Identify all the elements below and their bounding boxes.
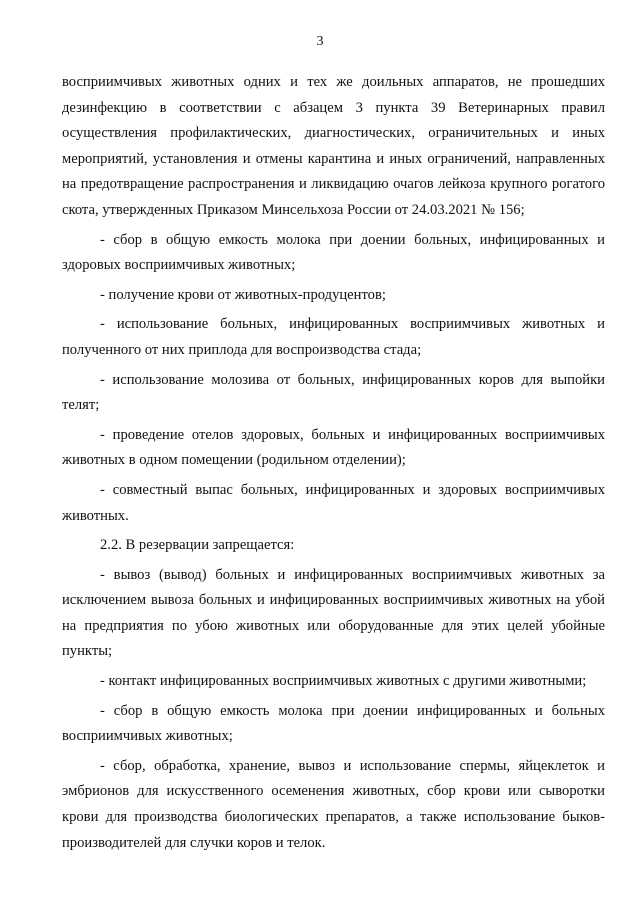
list-item-use-for-reproduction: - использование больных, инфицированных восприимчивых животных и полученного от них приплода для воспроизводства стада;	[62, 316, 605, 358]
list-item-contact: - контакт инфицированных восприимчивых животных с другими животными;	[100, 673, 587, 690]
list-item-grazing: - совместный выпас больных, инфицированных и здоровых восприимчивых животных.	[62, 481, 605, 524]
list-item-sperm-embryos: - сбор, обработка, хранение, вывоз и использование спермы, яйцеклеток и эмбрионов для искусственного осеменения животных, сбор крови или сыворотки крови для производства биологических препаратов, а также использование быков-производителей для случки коров и телок.	[62, 757, 605, 851]
list-item-colostrum: - использование молозива от больных, инфицированных коров для выпойки телят;	[62, 371, 605, 414]
paragraph-continuation: восприимчивых животных одних и тех же доильных аппаратов, не прошедших дезинфекцию в соответствии с абзацем 3 пункта 39 Ветеринарных правил осуществления профилактических, диагностических, ограничительных и иных мероприятий, установления и отмены карантина и иных ограничений, направленных на предотвращение распространения и ликвидацию очагов лейкоза крупного рогатого скота, утвержденных Приказом Минсельхоза России от 24.03.2021 № 156;	[62, 74, 605, 218]
list-item-milk-collection: - сбор в общую емкость молока при доении больных, инфицированных и здоровых восприимчивых животных;	[62, 231, 605, 274]
page-number: 3	[316, 34, 324, 49]
list-item-calving: - проведение отелов здоровых, больных и инфицированных восприимчивых животных в одном помещении (родильном отделении);	[62, 426, 605, 469]
list-item-milk-infected: - сбор в общую емкость молока при доении инфицированных и больных восприимчивых животных;	[62, 702, 605, 745]
list-item-removal: - вывоз (вывод) больных и инфицированных восприимчивых животных за исключением вывоза больных и инфицированных восприимчивых животных на убой на предприятия по убою животных или оборудованные для этих целей убойные пункты;	[62, 566, 605, 660]
document-body	[62, 70, 605, 856]
section-heading-2-2: 2.2. В резервации запрещается:	[100, 537, 295, 554]
list-item-blood-from-producers: - получение крови от животных-продуцентов;	[100, 286, 386, 303]
